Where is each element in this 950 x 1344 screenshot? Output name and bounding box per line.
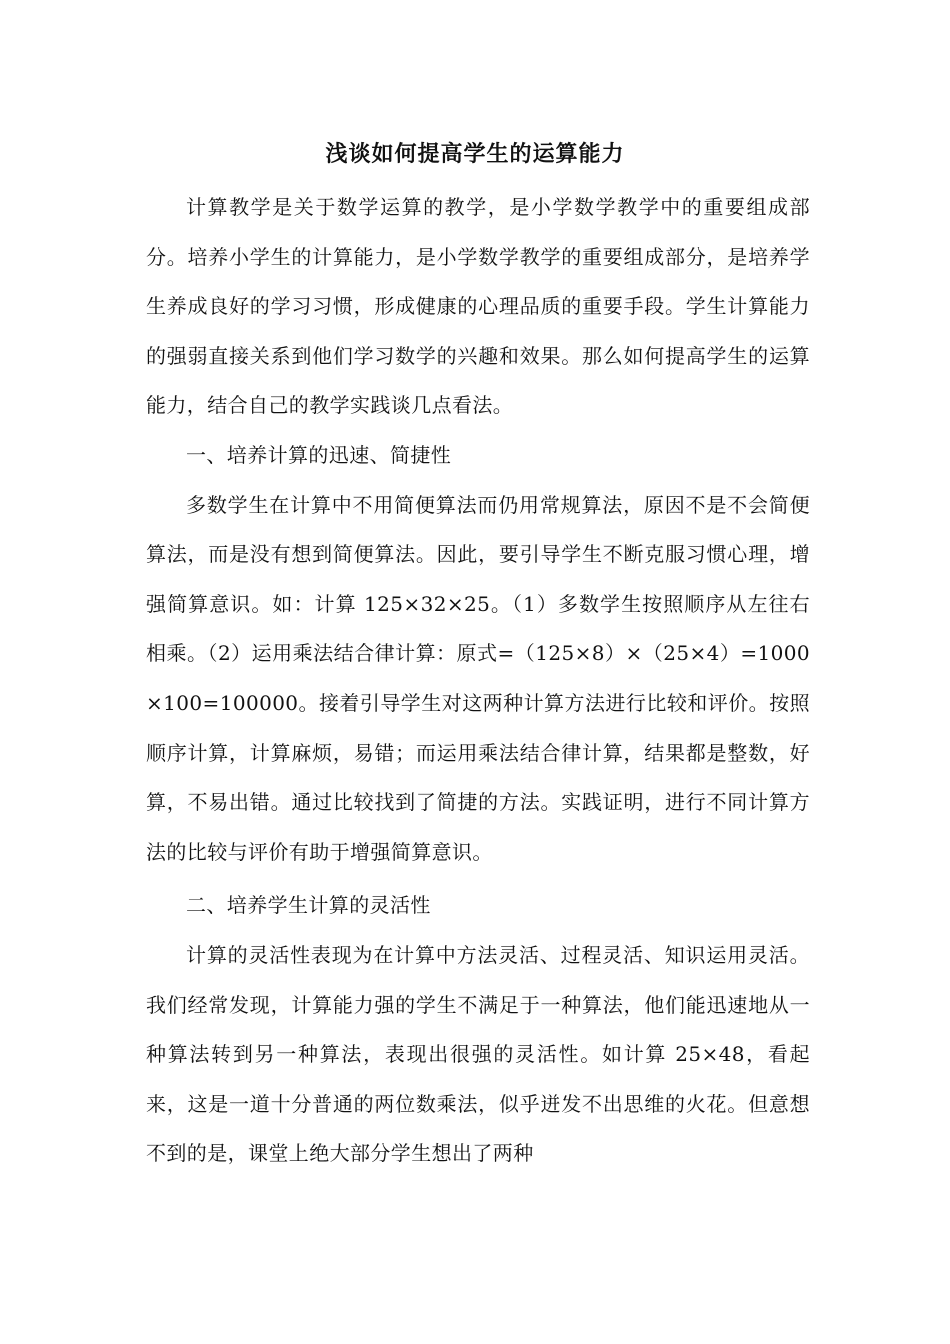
- paragraph-intro: 计算教学是关于数学运算的教学，是小学数学教学中的重要组成部分。培养小学生的计算能力，是小学数学教学的重要组成部分，是培养学生养成良好的学习习惯，形成健康的心理品质的重要手段。学生计算能力的强弱直接关系到他们学习数学的兴趣和效果。那么如何提高学生的运算能力，结合自己的教学实践谈几点看法。: [146, 195, 810, 418]
- paragraph-section-1: 多数学生在计算中不用简便算法而仍用常规算法，原因不是不会简便算法，而是没有想到简便算法。因此，要引导学生不断克服习惯心理，增强简算意识。如：计算 125×32×25。（1）多数学生按照顺序从左往右相乘。（2）运用乘法结合律计算：原式=（125×8）×（25×4）=1000×100=100000。接着引导学生对这两种计算方法进行比较和评价。按照顺序计算，计算麻烦，易错；而运用乘法结合律计算，结果都是整数，好算，不易出错。通过比较找到了简捷的方法。实践证明，进行不同计算方法的比较与评价有助于增强简算意识。: [146, 492, 810, 864]
- document-title: 浅谈如何提高学生的运算能力: [325, 141, 625, 167]
- section-heading-1: 一、培养计算的迅速、简捷性: [186, 442, 452, 467]
- paragraph-section-2: 计算的灵活性表现为在计算中方法灵活、过程灵活、知识运用灵活。我们经常发现，计算能力强的学生不满足于一种算法，他们能迅速地从一种算法转到另一种算法，表现出很强的灵活性。如计算 25×48，看起来，这是一道十分普通的两位数乘法，似乎迸发不出思维的火花。但意想不到的是，课堂上绝大部分学生想出了两种: [146, 942, 810, 1166]
- document-body: [146, 183, 810, 1179]
- section-heading-2: 二、培养学生计算的灵活性: [186, 893, 431, 918]
